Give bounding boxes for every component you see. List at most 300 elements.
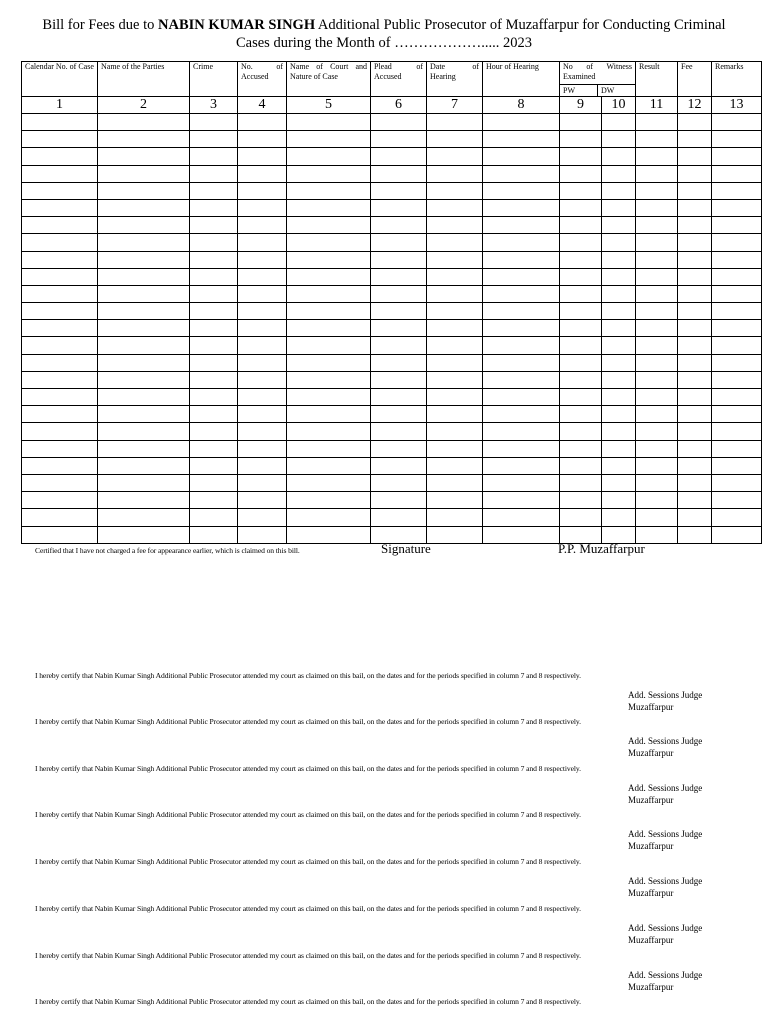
title-prefix: Bill for Fees due to — [42, 17, 158, 33]
table-cell — [678, 354, 712, 371]
table-cell — [427, 268, 483, 285]
table-cell — [22, 509, 98, 526]
table-cell — [678, 268, 712, 285]
table-cell — [602, 389, 636, 406]
table-cell — [98, 457, 190, 474]
table-cell — [98, 182, 190, 199]
table-cell — [483, 474, 560, 491]
table-cell — [560, 303, 602, 320]
table-cell — [427, 199, 483, 216]
table-cell — [602, 440, 636, 457]
judge-certificate — [35, 997, 735, 1007]
table-cell — [22, 406, 98, 423]
table-header-row — [22, 62, 762, 97]
table-cell — [371, 389, 427, 406]
table-cell — [287, 492, 371, 509]
table-cell — [560, 251, 602, 268]
table-row — [22, 337, 762, 354]
table-cell — [483, 182, 560, 199]
judge-title: Add. Sessions Judge — [628, 690, 703, 700]
table-cell — [712, 199, 762, 216]
table-cell — [22, 131, 98, 148]
table-cell — [560, 354, 602, 371]
judge-title: Add. Sessions Judge — [628, 923, 703, 933]
table-cell — [98, 354, 190, 371]
table-cell — [287, 285, 371, 302]
table-cell — [678, 406, 712, 423]
table-cell — [287, 199, 371, 216]
column-number: 11 — [636, 97, 678, 114]
table-cell — [190, 440, 238, 457]
table-cell — [560, 285, 602, 302]
table-cell — [190, 234, 238, 251]
table-cell — [427, 423, 483, 440]
table-cell — [190, 268, 238, 285]
table-row — [22, 131, 762, 148]
table-cell — [427, 354, 483, 371]
table-cell — [22, 199, 98, 216]
table-cell — [678, 285, 712, 302]
table-cell — [636, 509, 678, 526]
column-number: 13 — [712, 97, 762, 114]
table-cell — [483, 285, 560, 302]
judge-certificate — [35, 717, 735, 759]
table-cell — [636, 234, 678, 251]
judge-signoff — [628, 875, 735, 899]
table-cell — [371, 148, 427, 165]
table-cell — [602, 457, 636, 474]
table-cell — [483, 234, 560, 251]
judge-title: Add. Sessions Judge — [628, 736, 703, 746]
table-cell — [602, 148, 636, 165]
judge-place: Muzaffarpur — [628, 935, 674, 945]
table-cell — [98, 337, 190, 354]
table-cell — [427, 217, 483, 234]
table-cell — [483, 354, 560, 371]
table-cell — [712, 234, 762, 251]
table-cell — [483, 165, 560, 182]
table-cell — [602, 492, 636, 509]
table-cell — [678, 492, 712, 509]
table-cell — [22, 440, 98, 457]
column-number: 6 — [371, 97, 427, 114]
table-cell — [636, 423, 678, 440]
table-cell — [22, 371, 98, 388]
witness-pw: PW — [563, 86, 575, 95]
judge-certificate — [35, 810, 735, 852]
column-number: 7 — [427, 97, 483, 114]
table-cell — [560, 199, 602, 216]
table-cell — [560, 337, 602, 354]
table-cell — [602, 114, 636, 131]
table-cell — [98, 526, 190, 543]
table-cell — [190, 526, 238, 543]
table-cell — [483, 148, 560, 165]
table-cell — [287, 509, 371, 526]
table-cell — [427, 251, 483, 268]
table-cell — [22, 268, 98, 285]
table-cell — [98, 423, 190, 440]
table-cell — [483, 440, 560, 457]
table-cell — [560, 474, 602, 491]
table-cell — [238, 457, 287, 474]
column-number: 1 — [22, 97, 98, 114]
table-cell — [371, 320, 427, 337]
table-cell — [712, 371, 762, 388]
table-cell — [238, 234, 287, 251]
table-cell — [238, 268, 287, 285]
table-row — [22, 285, 762, 302]
table-cell — [560, 440, 602, 457]
table-cell — [427, 406, 483, 423]
table-row — [22, 182, 762, 199]
table-cell — [287, 217, 371, 234]
col-no-accused: No. of Accused — [238, 62, 287, 97]
table-cell — [371, 131, 427, 148]
table-cell — [636, 303, 678, 320]
judge-place: Muzaffarpur — [628, 702, 674, 712]
table-cell — [190, 457, 238, 474]
table-cell — [678, 440, 712, 457]
table-cell — [190, 337, 238, 354]
table-cell — [98, 114, 190, 131]
table-cell — [190, 251, 238, 268]
table-cell — [483, 199, 560, 216]
table-cell — [560, 165, 602, 182]
table-cell — [560, 131, 602, 148]
table-cell — [560, 406, 602, 423]
col-calendar-no: Calendar No. of Case — [22, 62, 98, 97]
table-cell — [483, 303, 560, 320]
certificate-text: I hereby certify that Nabin Kumar Singh Additional Public Prosecutor attended my court as claimed on this bail, on the dates and for the periods specified in column 7 and 8 respectively. — [35, 717, 581, 726]
table-cell — [371, 182, 427, 199]
table-cell — [427, 457, 483, 474]
table-cell — [190, 285, 238, 302]
table-cell — [22, 320, 98, 337]
table-cell — [287, 303, 371, 320]
table-cell — [712, 440, 762, 457]
table-cell — [712, 354, 762, 371]
table-cell — [678, 165, 712, 182]
table-cell — [483, 423, 560, 440]
table-cell — [287, 182, 371, 199]
column-number: 9 — [560, 97, 602, 114]
table-cell — [560, 320, 602, 337]
table-cell — [602, 268, 636, 285]
table-cell — [678, 457, 712, 474]
table-row — [22, 268, 762, 285]
judge-place: Muzaffarpur — [628, 841, 674, 851]
table-cell — [238, 371, 287, 388]
signature-label: Signature — [381, 541, 431, 556]
judge-certificate — [35, 857, 735, 899]
table-cell — [602, 234, 636, 251]
table-cell — [427, 320, 483, 337]
column-number: 4 — [238, 97, 287, 114]
table-row — [22, 440, 762, 457]
table-cell — [238, 303, 287, 320]
table-cell — [427, 148, 483, 165]
table-cell — [427, 509, 483, 526]
table-cell — [602, 285, 636, 302]
table-cell — [371, 268, 427, 285]
table-row — [22, 371, 762, 388]
table-cell — [712, 320, 762, 337]
table-cell — [712, 165, 762, 182]
table-cell — [190, 474, 238, 491]
table-cell — [371, 440, 427, 457]
table-cell — [560, 423, 602, 440]
table-cell — [483, 526, 560, 543]
table-cell — [427, 526, 483, 543]
table-cell — [678, 423, 712, 440]
table-cell — [427, 474, 483, 491]
table-cell — [427, 114, 483, 131]
table-cell — [483, 492, 560, 509]
table-cell — [483, 320, 560, 337]
table-cell — [190, 389, 238, 406]
table-cell — [712, 285, 762, 302]
table-cell — [98, 492, 190, 509]
table-cell — [190, 354, 238, 371]
table-cell — [678, 182, 712, 199]
table-row — [22, 303, 762, 320]
judge-certificate — [35, 951, 735, 993]
table-cell — [602, 406, 636, 423]
witness-dw: DW — [597, 85, 635, 96]
table-cell — [560, 217, 602, 234]
table-cell — [287, 251, 371, 268]
table-cell — [636, 389, 678, 406]
table-cell — [712, 217, 762, 234]
col-plead: Plead of Accused — [371, 62, 427, 97]
table-cell — [98, 131, 190, 148]
col-court-nature: Name of Court and Nature of Case — [287, 62, 371, 97]
table-row — [22, 114, 762, 131]
table-cell — [678, 509, 712, 526]
table-cell — [602, 303, 636, 320]
table-cell — [371, 354, 427, 371]
judge-certificate — [35, 671, 735, 713]
table-cell — [371, 114, 427, 131]
table-cell — [22, 114, 98, 131]
table-cell — [371, 199, 427, 216]
table-cell — [427, 165, 483, 182]
table-cell — [238, 406, 287, 423]
table-cell — [712, 182, 762, 199]
table-cell — [22, 217, 98, 234]
table-cell — [427, 303, 483, 320]
table-cell — [712, 406, 762, 423]
table-cell — [190, 131, 238, 148]
table-cell — [190, 199, 238, 216]
table-cell — [602, 165, 636, 182]
table-cell — [287, 320, 371, 337]
table-row — [22, 423, 762, 440]
title-line-1 — [20, 16, 748, 34]
judge-title: Add. Sessions Judge — [628, 829, 703, 839]
table-row — [22, 251, 762, 268]
table-cell — [98, 165, 190, 182]
table-cell — [636, 371, 678, 388]
table-cell — [22, 423, 98, 440]
table-cell — [287, 165, 371, 182]
witness-label: No of Witness Examined — [563, 62, 632, 81]
table-cell — [678, 217, 712, 234]
table-cell — [371, 371, 427, 388]
table-cell — [483, 509, 560, 526]
table-cell — [238, 492, 287, 509]
table-cell — [190, 406, 238, 423]
table-cell — [427, 337, 483, 354]
col-witness — [560, 62, 636, 97]
table-cell — [190, 320, 238, 337]
witness-subheader — [560, 84, 635, 96]
column-number: 10 — [602, 97, 636, 114]
table-cell — [190, 371, 238, 388]
blank-rows — [22, 114, 762, 544]
col-fee: Fee — [678, 62, 712, 97]
certified-statement: Certified that I have not charged a fee for appearance earlier, which is claimed on this bill. — [35, 546, 300, 555]
judge-signoff — [628, 782, 735, 806]
table-cell — [636, 440, 678, 457]
table-cell — [371, 423, 427, 440]
table-cell — [22, 354, 98, 371]
table-cell — [678, 320, 712, 337]
table-cell — [287, 148, 371, 165]
table-cell — [190, 182, 238, 199]
column-number: 2 — [98, 97, 190, 114]
table-cell — [483, 371, 560, 388]
table-cell — [712, 114, 762, 131]
table-cell — [712, 303, 762, 320]
table-cell — [560, 114, 602, 131]
table-cell — [98, 217, 190, 234]
table-cell — [636, 285, 678, 302]
table-cell — [287, 457, 371, 474]
table-cell — [602, 182, 636, 199]
table-cell — [98, 474, 190, 491]
table-cell — [636, 268, 678, 285]
table-cell — [678, 148, 712, 165]
table-cell — [371, 474, 427, 491]
col-parties: Name of the Parties — [98, 62, 190, 97]
table-cell — [238, 509, 287, 526]
table-cell — [22, 251, 98, 268]
judge-signoff — [628, 828, 735, 852]
table-row — [22, 234, 762, 251]
title-line-2: Cases during the Month of ………………..... 2023 — [235, 35, 533, 51]
table-row — [22, 199, 762, 216]
table-cell — [371, 251, 427, 268]
table-cell — [712, 509, 762, 526]
table-cell — [190, 303, 238, 320]
table-row — [22, 389, 762, 406]
table-cell — [560, 234, 602, 251]
table-cell — [483, 389, 560, 406]
table-cell — [371, 217, 427, 234]
table-cell — [190, 423, 238, 440]
bill-title — [20, 16, 748, 52]
table-cell — [678, 526, 712, 543]
table-cell — [427, 492, 483, 509]
table-cell — [712, 148, 762, 165]
table-cell — [287, 131, 371, 148]
table-cell — [636, 114, 678, 131]
table-cell — [602, 371, 636, 388]
judge-signoff — [628, 735, 735, 759]
table-cell — [678, 337, 712, 354]
table-cell — [287, 423, 371, 440]
table-cell — [238, 182, 287, 199]
table-cell — [678, 114, 712, 131]
table-cell — [636, 354, 678, 371]
table-cell — [238, 526, 287, 543]
table-cell — [712, 526, 762, 543]
table-cell — [287, 440, 371, 457]
table-cell — [636, 457, 678, 474]
table-cell — [371, 234, 427, 251]
table-cell — [238, 423, 287, 440]
table-cell — [678, 234, 712, 251]
table-cell — [22, 389, 98, 406]
table-row — [22, 354, 762, 371]
table-cell — [98, 251, 190, 268]
table-cell — [238, 474, 287, 491]
table-cell — [602, 320, 636, 337]
table-cell — [238, 199, 287, 216]
table-cell — [636, 337, 678, 354]
table-row — [22, 457, 762, 474]
table-cell — [712, 389, 762, 406]
table-cell — [238, 337, 287, 354]
table-cell — [483, 337, 560, 354]
judge-signoff — [628, 969, 735, 993]
table-cell — [678, 389, 712, 406]
table-cell — [602, 354, 636, 371]
table-cell — [287, 371, 371, 388]
table-cell — [427, 389, 483, 406]
judge-place: Muzaffarpur — [628, 982, 674, 992]
judge-title: Add. Sessions Judge — [628, 876, 703, 886]
table-cell — [483, 406, 560, 423]
table-cell — [483, 457, 560, 474]
table-cell — [287, 337, 371, 354]
table-cell — [602, 423, 636, 440]
table-cell — [287, 474, 371, 491]
table-cell — [560, 148, 602, 165]
table-cell — [287, 389, 371, 406]
table-cell — [238, 114, 287, 131]
table-row — [22, 509, 762, 526]
table-cell — [22, 182, 98, 199]
table-cell — [712, 492, 762, 509]
table-cell — [560, 492, 602, 509]
table-cell — [560, 182, 602, 199]
table-cell — [712, 423, 762, 440]
table-cell — [287, 354, 371, 371]
column-number-row — [22, 97, 762, 114]
table-cell — [22, 165, 98, 182]
table-cell — [22, 457, 98, 474]
title-suffix: Additional Public Prosecutor of Muzaffarpur for Conducting Criminal — [315, 17, 726, 33]
judge-title: Add. Sessions Judge — [628, 970, 703, 980]
table-cell — [238, 148, 287, 165]
table-cell — [287, 406, 371, 423]
table-cell — [371, 337, 427, 354]
certificate-text: I hereby certify that Nabin Kumar Singh Additional Public Prosecutor attended my court as claimed on this bail, on the dates and for the periods specified in column 7 and 8 respectively. — [35, 904, 581, 913]
table-cell — [238, 251, 287, 268]
